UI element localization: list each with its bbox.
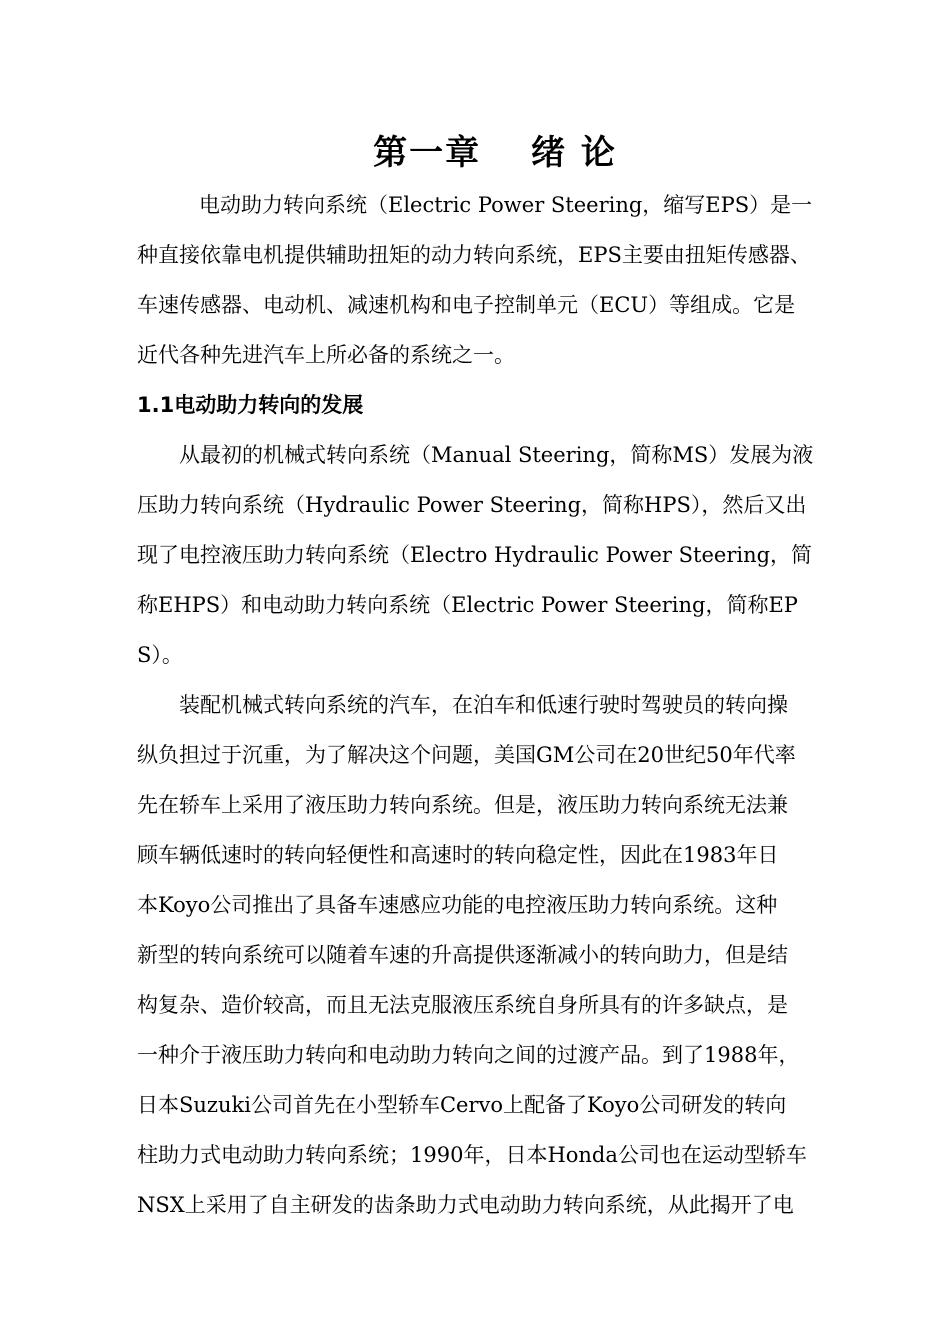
paragraph-line: S）。 [137,643,183,667]
chapter-title: 第一章 绪 论 [373,133,617,173]
paragraph-line: 日本Suzuki公司首先在小型轿车Cervo上配备了Koyo公司研发的转向 [137,1093,787,1117]
paragraph-line: 先在轿车上采用了液压助力转向系统。但是，液压助力转向系统无法兼 [137,793,788,817]
intro-line: 车速传感器、电动机、减速机构和电子控制单元（ECU）等组成。它是 [137,293,796,317]
paragraph-line: 称EHPS）和电动助力转向系统（Electric Power Steering，简称EP [137,593,798,617]
paragraph-line: 柱助力式电动助力转向系统；1990年，日本Honda公司也在运动型轿车 [137,1143,807,1167]
paragraph-line: 本Koyo公司推出了具备车速感应功能的电控液压助力转向系统。这种 [137,893,778,917]
paragraph-line: 新型的转向系统可以随着车速的升高提供逐渐减小的转向助力，但是结 [137,943,788,967]
paragraph-line: 从最初的机械式转向系统（Manual Steering，简称MS）发展为液 [179,443,814,467]
paragraph-line: 现了电控液压助力转向系统（Electro Hydraulic Power Steering，简 [137,543,813,567]
paragraph-line: 装配机械式转向系统的汽车，在泊车和低速行驶时驾驶员的转向操 [179,693,788,717]
section-heading: 1.1电动助力转向的发展 [137,393,364,417]
paragraph-line: NSX上采用了自主研发的齿条助力式电动助力转向系统，从此揭开了电 [137,1193,794,1217]
paragraph-line: 构复杂、造价较高，而且无法克服液压系统自身所具有的许多缺点，是 [137,993,788,1017]
intro-line: 种直接依靠电机提供辅助扭矩的动力转向系统，EPS主要由扭矩传感器、 [137,243,811,267]
paragraph-line: 一种介于液压助力转向和电动助力转向之间的过渡产品。到了1988年， [137,1043,800,1067]
intro-line: 电动助力转向系统（Electric Power Steering，缩写EPS）是一 [199,193,813,217]
paragraph-line: 纵负担过于沉重，为了解决这个问题，美国GM公司在20世纪50年代率 [137,743,796,767]
paragraph-line: 顾车辆低速时的转向轻便性和高速时的转向稳定性，因此在1983年日 [137,843,779,867]
paragraph-line: 压助力转向系统（Hydraulic Power Steering，简称HPS），然后又出 [137,493,807,517]
document-body [137,180,837,1230]
intro-line: 近代各种先进汽车上所必备的系统之一。 [137,343,515,367]
